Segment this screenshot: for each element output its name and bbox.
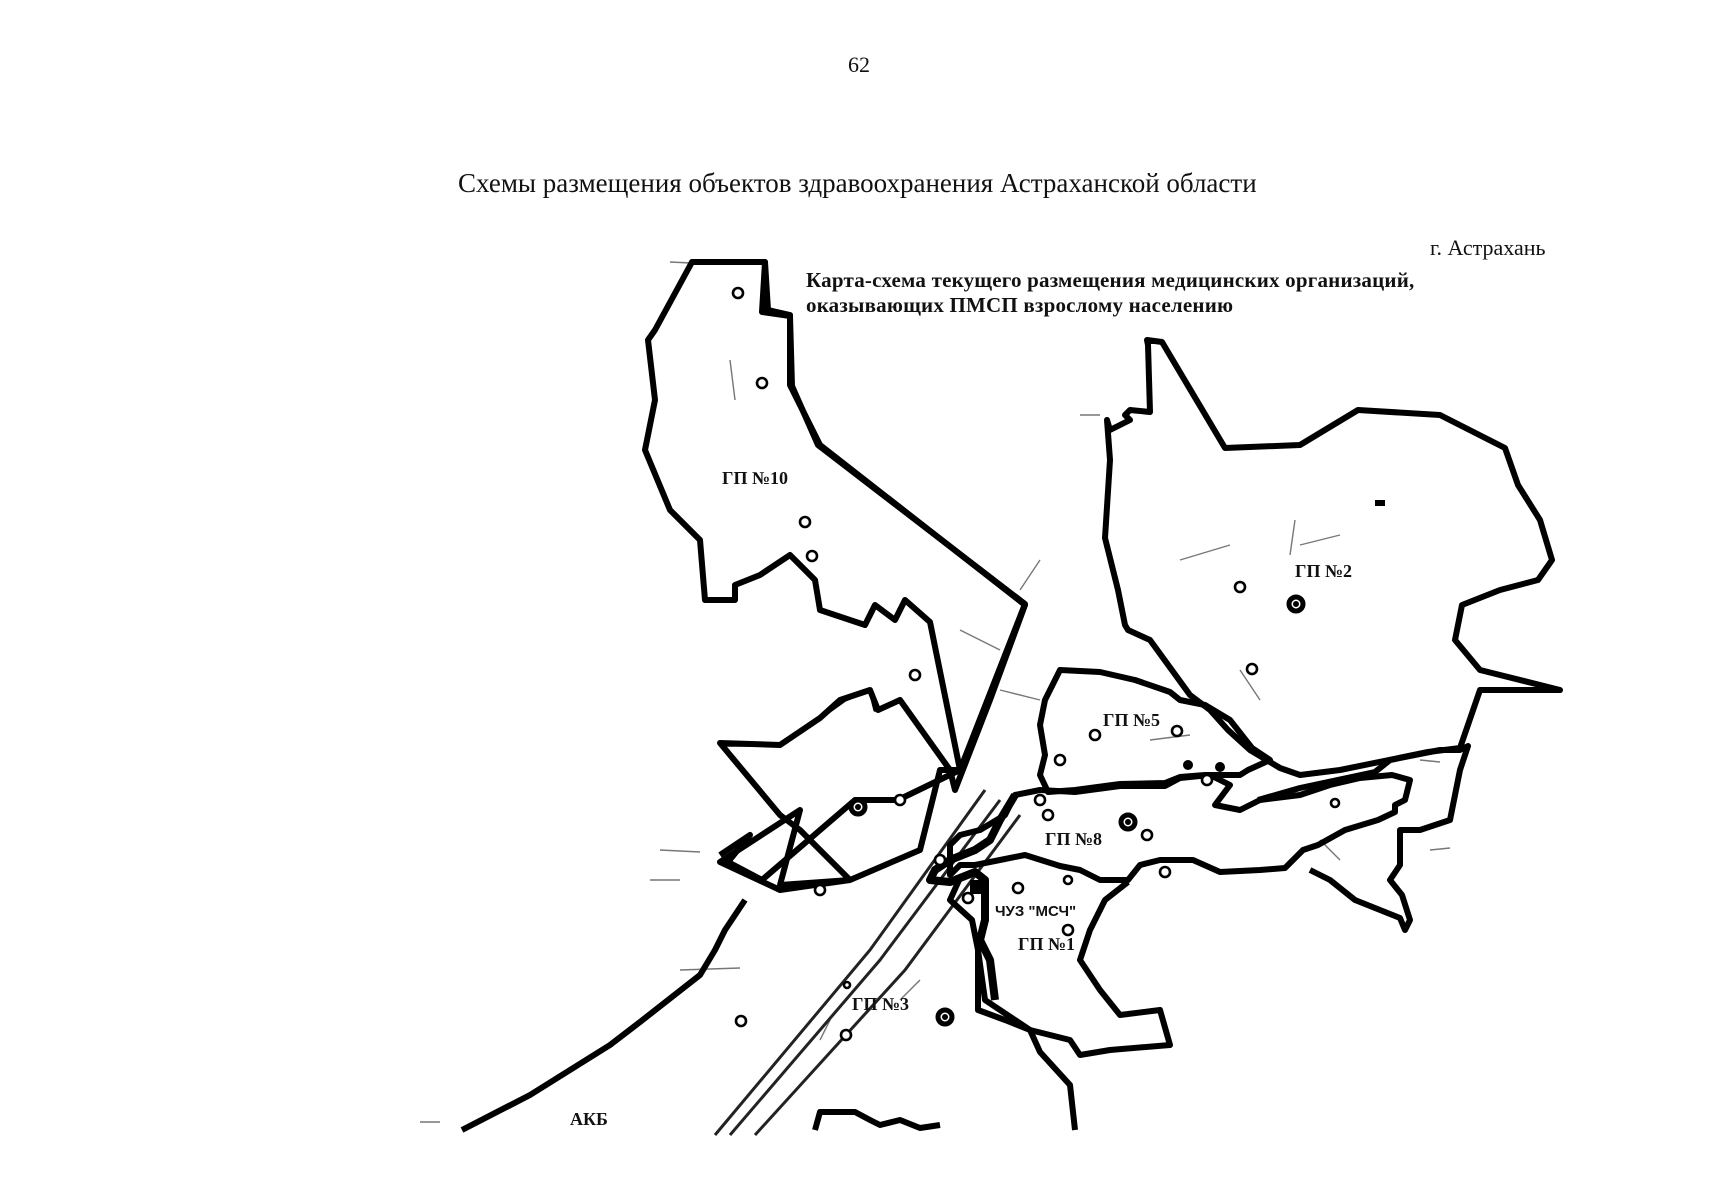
zone-label-gp10: ГП №10	[722, 468, 789, 488]
zone-boundary-gp10-outer	[692, 262, 1025, 880]
facility-marker	[841, 1030, 851, 1040]
zone-label-gp8: ГП №8	[1045, 829, 1103, 849]
zone-labels	[570, 468, 1352, 1129]
facility-marker	[1202, 775, 1212, 785]
page-number: 62	[848, 52, 870, 77]
facility-marker	[1090, 730, 1100, 740]
facility-marker	[807, 551, 817, 561]
zone-label-akb: АКБ	[570, 1109, 608, 1129]
facility-marker-square	[970, 880, 982, 894]
zone-boundary-gp2	[1105, 340, 1560, 775]
facility-marker	[1160, 867, 1170, 877]
zone-label-gp3: ГП №3	[852, 994, 910, 1014]
facility-marker-filled	[1215, 762, 1225, 772]
facility-marker	[757, 378, 767, 388]
facility-marker	[736, 1016, 746, 1026]
zone-label-gp5: ГП №5	[1103, 710, 1161, 730]
background-traces	[420, 262, 1450, 1122]
facility-marker	[1035, 795, 1045, 805]
facility-marker	[844, 982, 850, 988]
facility-marker	[1142, 830, 1152, 840]
facility-main-marker-dot	[942, 1014, 948, 1020]
facility-marker	[935, 855, 945, 865]
main-road	[715, 790, 1020, 1135]
facility-marker	[1064, 876, 1072, 884]
facility-marker	[895, 795, 905, 805]
facility-marker	[815, 885, 825, 895]
facility-marker	[733, 288, 743, 298]
zone-label-gp2: ГП №2	[1295, 561, 1353, 581]
facility-marker	[1247, 664, 1257, 674]
facility-marker	[1043, 810, 1053, 820]
zone-label-chuz-msc: ЧУЗ "МСЧ"	[995, 903, 1077, 920]
document-title: Схемы размещения объектов здравоохранения Астраханской области	[458, 168, 1257, 198]
facility-marker	[963, 893, 973, 903]
facility-marker	[910, 670, 920, 680]
facility-marker	[1172, 726, 1182, 736]
facility-main-marker-dot	[1125, 819, 1131, 825]
zone-boundary-gp10	[645, 262, 1025, 890]
facility-marker	[1055, 755, 1065, 765]
zone-boundary-bottom	[815, 1112, 940, 1130]
map-caption-line-2: оказывающих ПМСП взрослому населению	[806, 293, 1234, 317]
map-caption-line-1: Карта-схема текущего размещения медицинских организаций,	[806, 268, 1415, 292]
facility-main-marker-dot	[855, 804, 861, 810]
facility-main-marker-dot	[1293, 601, 1299, 607]
facility-marker	[1013, 883, 1023, 893]
facility-marker	[800, 517, 810, 527]
facility-marker-filled	[1183, 760, 1193, 770]
facility-marker	[1331, 799, 1339, 807]
zone-boundary-gp5	[1040, 670, 1270, 792]
city-label: г. Астрахань	[1430, 235, 1546, 260]
facility-markers	[733, 288, 1385, 1040]
zone-boundary-gp8	[950, 775, 1410, 880]
zone-label-gp1: ГП №1	[1018, 934, 1076, 954]
facility-marker	[1235, 582, 1245, 592]
map-mark	[1375, 500, 1385, 506]
zone-boundary-akb	[462, 900, 745, 1130]
